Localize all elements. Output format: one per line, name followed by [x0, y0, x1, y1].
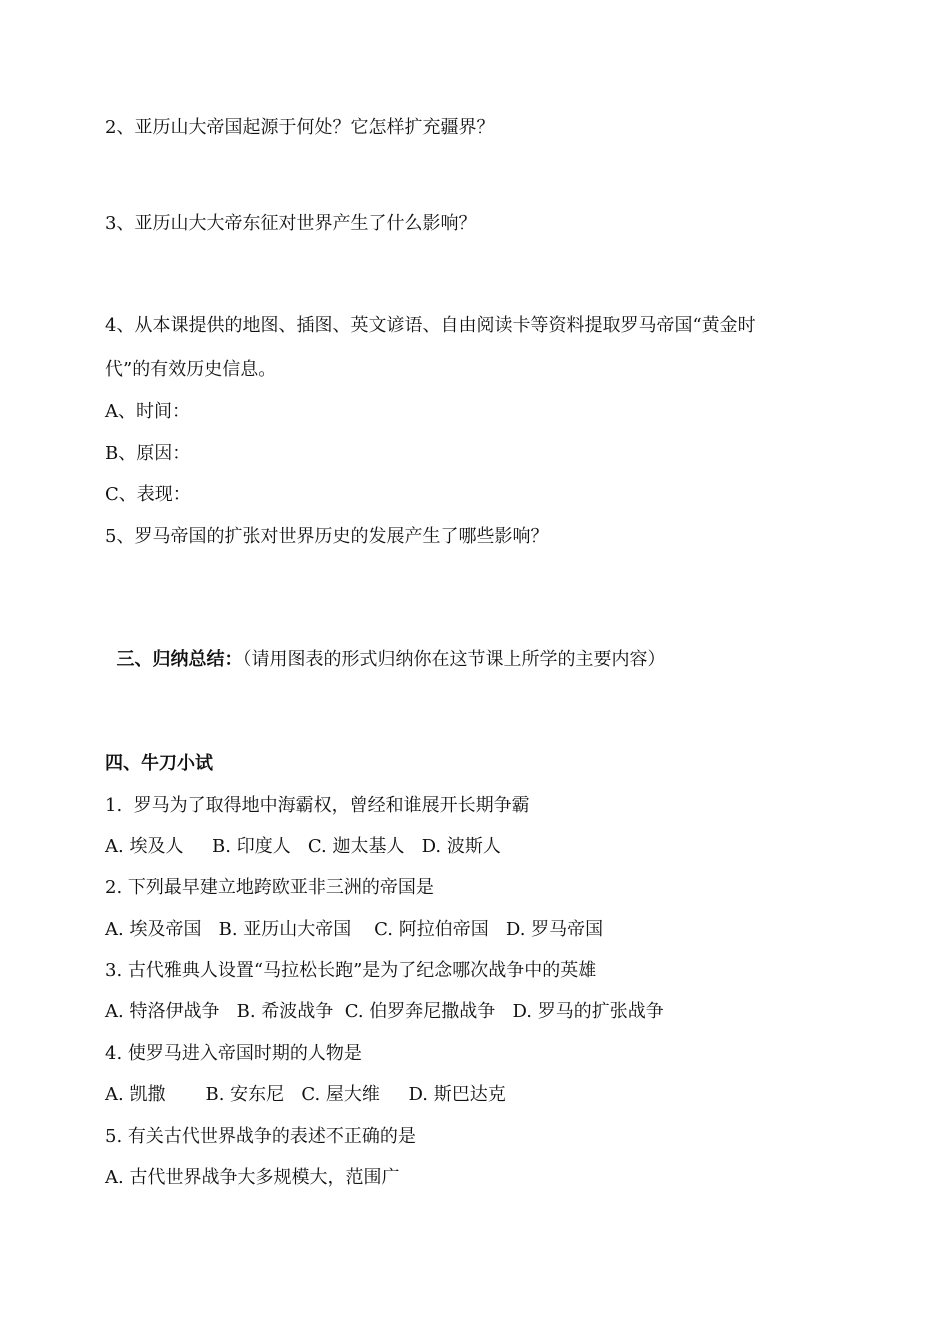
question-4-line-1: 4、从本课提供的地图、插图、英文谚语、自由阅读卡等资料提取罗马帝国“黄金时: [105, 315, 756, 336]
summary-section: [105, 624, 665, 672]
quiz-question-3: 3. 古代雅典人设置“马拉松长跑”是为了纪念哪次战争中的英雄: [105, 960, 597, 981]
quiz-options-2: A. 埃及帝国 B. 亚历山大帝国 C. 阿拉伯帝国 D. 罗马帝国: [105, 919, 604, 940]
quiz-question-5: 5. 有关古代世界战争的表述不正确的是: [105, 1126, 416, 1147]
summary-note: （请用图表的形式归纳你在这节课上所学的主要内容）: [242, 649, 666, 670]
quiz-options-4: A. 凯撒 B. 安东尼 C. 屋大维 D. 斯巴达克: [105, 1084, 506, 1105]
question-4-line-2: 代”的有效历史信息。: [105, 359, 277, 380]
quiz-options-3: A. 特洛伊战争 B. 希波战争 C. 伯罗奔尼撒战争 D. 罗马的扩张战争: [105, 1001, 664, 1022]
question-4-option-c: C、表现：: [105, 484, 191, 505]
question-5: 5、罗马帝国的扩张对世界历史的发展产生了哪些影响？: [105, 526, 549, 547]
question-4-option-b: B、原因：: [105, 443, 191, 464]
quiz-options-5: A. 古代世界战争大多规模大，范围广: [105, 1167, 400, 1188]
quiz-heading: 四、牛刀小试: [105, 753, 213, 774]
question-4-option-a: A、时间：: [105, 401, 190, 422]
quiz-question-2: 2. 下列最早建立地跨欧亚非三洲的帝国是: [105, 877, 434, 898]
quiz-options-1: A. 埃及人 B. 印度人 C. 迦太基人 D. 波斯人: [105, 836, 501, 857]
question-3: 3、亚历山大大帝东征对世界产生了什么影响？: [105, 213, 477, 234]
quiz-question-4: 4. 使罗马进入帝国时期的人物是: [105, 1043, 362, 1064]
summary-heading: 三、归纳总结：: [116, 649, 243, 670]
question-2: 2、亚历山大帝国起源于何处？它怎样扩充疆界？: [105, 117, 495, 138]
quiz-question-1: 1. 罗马为了取得地中海霸权，曾经和谁展开长期争霸: [105, 795, 530, 816]
